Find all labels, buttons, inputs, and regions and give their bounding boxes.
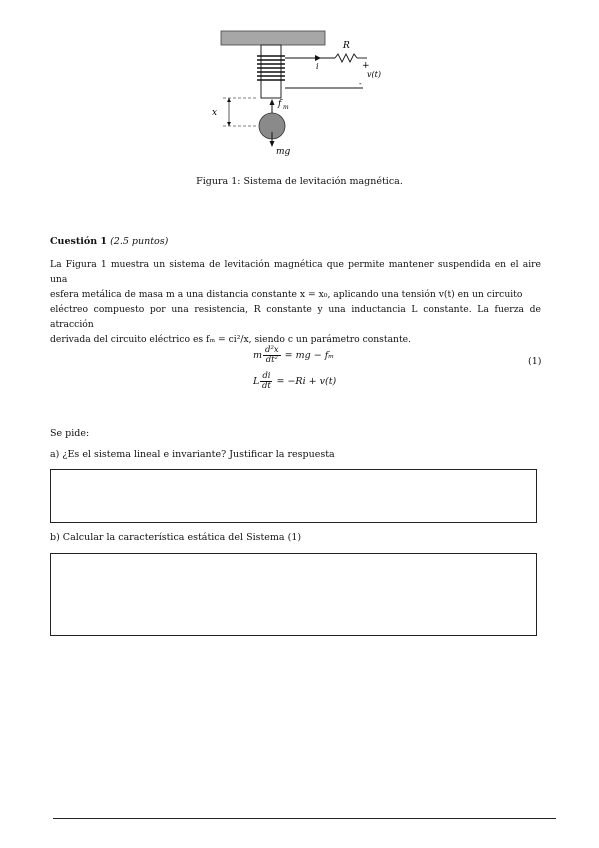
label-voltage: v(t) <box>367 70 381 79</box>
levitation-diagram <box>195 28 410 163</box>
levitation-diagram-svg <box>195 28 410 163</box>
equation-number: (1) <box>528 356 542 367</box>
question-paragraph <box>50 257 541 347</box>
question-points: (2.5 puntos) <box>110 236 169 247</box>
label-force-sub: m <box>283 104 289 111</box>
paragraph-line: esfera metálica de masa m a una distancia constante x = x₀, aplicando una tensión v(t) en un circuito <box>50 289 523 300</box>
resistor-symbol <box>335 54 357 62</box>
part-b-prompt: b) Calcular la característica estática del Sistema (1) <box>50 532 302 543</box>
answer-box-a[interactable] <box>50 469 537 523</box>
current-arrow <box>315 55 321 61</box>
coil-windings <box>257 56 285 80</box>
eq1-coef: m <box>253 349 263 361</box>
label-current: i <box>316 62 319 71</box>
eq2-numerator: di <box>262 370 271 381</box>
eq2-denominator: dt <box>261 380 271 391</box>
label-distance: x <box>212 108 218 118</box>
eq1-denominator: dt² <box>265 354 278 365</box>
label-resistor: R <box>343 41 350 51</box>
label-minus: - <box>359 79 362 88</box>
eq2-fraction <box>260 372 272 391</box>
paragraph-line: La Figura 1 muestra un sistema de levitación magnética que permite mantener suspendida en el aire una <box>50 259 541 285</box>
se-pide-label: Se pide: <box>50 428 90 439</box>
eq1-fraction <box>263 346 281 365</box>
equation-system <box>253 342 336 394</box>
part-a-prompt: a) ¿Es el sistema lineal e invariante? Justificar la respuesta <box>50 449 335 460</box>
label-weight: mg <box>276 147 291 157</box>
paragraph-line: eléctreo compuesto por una resistencia, R constante y una inductancia L constante. La fuerza de atracción <box>50 304 541 330</box>
footer-divider <box>53 818 556 819</box>
equation-row-2 <box>253 368 336 394</box>
answer-box-b[interactable] <box>50 553 537 636</box>
ceiling-support <box>221 31 325 45</box>
eq1-rhs: = mg − fₘ <box>284 349 335 361</box>
eq2-rhs: = −Ri + v(t) <box>276 375 337 387</box>
equation-row-1 <box>253 342 336 368</box>
eq1-numerator: d²x <box>265 344 279 355</box>
question-title: Cuestión 1 <box>50 236 108 247</box>
question-heading <box>50 236 168 247</box>
label-force: f <box>278 99 282 109</box>
eq2-coef: L <box>253 375 260 387</box>
paragraph-line: derivada del circuito eléctrico es fₘ = ci²/x, siendo c un parámetro constante. <box>50 334 412 345</box>
figure-caption: Figura 1: Sistema de levitación magnética. <box>196 176 403 187</box>
label-plus: + <box>362 61 370 71</box>
